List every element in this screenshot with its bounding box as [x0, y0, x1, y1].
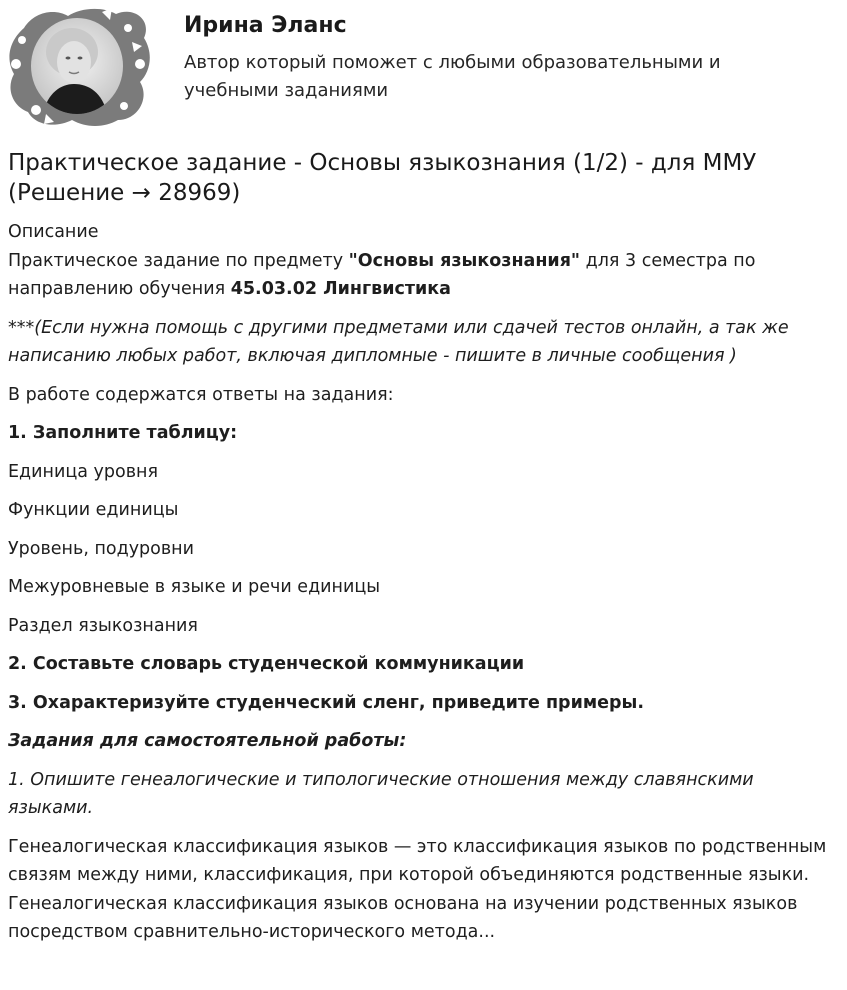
- study-direction: 45.03.02 Лингвистика: [230, 279, 451, 299]
- table-item: Уровень, подуровни: [8, 538, 194, 559]
- avatar-face: [57, 41, 91, 83]
- contains-text: В работе содержатся ответы на задания:: [8, 384, 394, 405]
- avatar-frame-dot: [124, 24, 132, 32]
- avatar-frame-dot: [18, 36, 26, 44]
- avatar-frame-dot: [135, 59, 145, 69]
- table-item: Межуровневые в языке и речи единицы: [8, 577, 381, 597]
- task-2-heading: 2. Составьте словарь студенческой коммуникации: [8, 654, 525, 674]
- self-work-heading: Задания для самостоятельной работы:: [8, 731, 407, 751]
- table-item: Раздел языкознания: [8, 615, 198, 636]
- help-notice: ***(Если нужна помощь с другими предметами или сдачей тестов онлайн, а так же написанию любых работ, включая дипломные - пишите в личные сообщения ): [8, 317, 789, 366]
- author-name[interactable]: Ирина Эланс: [184, 13, 347, 38]
- avatar-eye: [78, 57, 83, 60]
- self-task-1: 1. Опишите генеалогические и типологические отношения между славянскими языками.: [8, 769, 754, 818]
- task-1-heading: 1. Заполните таблицу:: [8, 423, 238, 443]
- avatar-frame-dot: [31, 105, 41, 115]
- description-intro: [8, 247, 840, 304]
- avatar-eye: [66, 57, 71, 60]
- page-title: Практическое задание - Основы языкознания (1/2) - для ММУ (Решение → 28969): [8, 150, 757, 206]
- intro-prefix: Практическое задание по предмету: [8, 250, 349, 271]
- subject-name: "Основы языкознания": [348, 250, 581, 271]
- task-3-heading: 3. Охарактеризуйте студенческий сленг, приведите примеры.: [8, 692, 645, 713]
- intro-middle: для 3 семестра по направлению обучения: [8, 250, 756, 299]
- table-item: Единица уровня: [8, 461, 158, 482]
- author-avatar[interactable]: [6, 6, 152, 128]
- description-heading: Описание: [8, 222, 99, 242]
- answer-preview: Генеалогическая классификация языков — это классификация языков по родственным связям между ними, классификация, при которой объединяются родственные языки. Генеалогическая классификация языков основана на изучении родственных языков посредством сравнительно-исторического метода...: [8, 836, 827, 942]
- work-content: [8, 148, 840, 947]
- author-card: [0, 0, 847, 140]
- avatar-frame-dot: [11, 59, 21, 69]
- author-description: Автор который поможет с любыми образовательными и учебными заданиями: [184, 52, 721, 101]
- table-item: Функции единицы: [8, 500, 179, 520]
- avatar-frame-dot: [120, 102, 128, 110]
